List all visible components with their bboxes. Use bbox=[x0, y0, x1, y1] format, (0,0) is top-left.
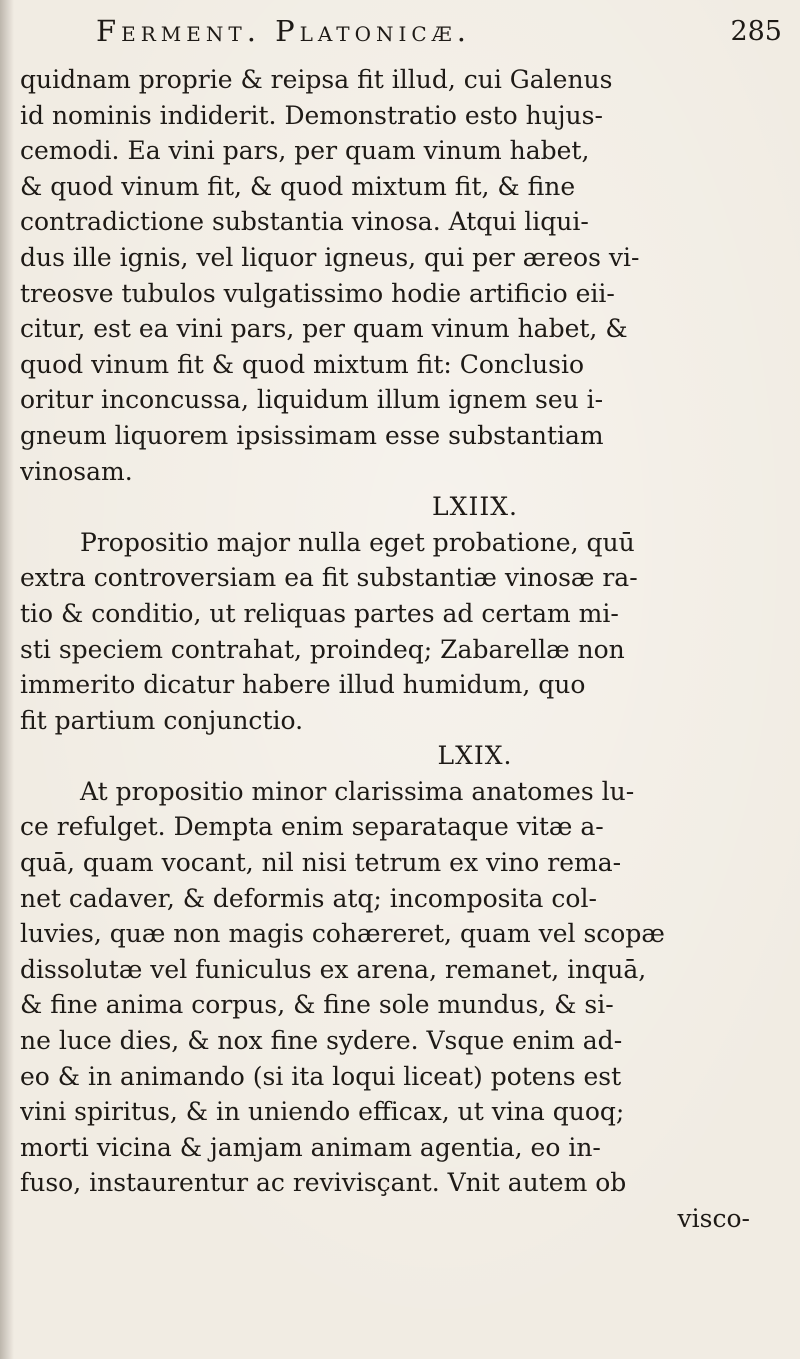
text-line: gneum liquorem ipsissimam esse substantiam bbox=[20, 420, 604, 450]
text-line: tio & conditio, ut reliquas partes ad certam mi- bbox=[20, 598, 619, 628]
body-text bbox=[20, 62, 790, 1237]
text-line: treosve tubulos vulgatissimo hodie artificio eii- bbox=[20, 278, 615, 308]
section-number: LXIX. bbox=[437, 741, 513, 771]
text-line: dissolutæ vel funiculus ex arena, remanet, inquā, bbox=[20, 954, 647, 984]
text-line: fuso, instaurentur ac revivisçant. Vnit autem ob bbox=[20, 1168, 627, 1198]
text-line: cemodi. Ea vini pars, per quam vinum habet, bbox=[20, 136, 590, 166]
text-line: ce refulget. Dempta enim separataque vitæ a- bbox=[20, 812, 604, 842]
page-number: 285 bbox=[730, 16, 782, 47]
text-line: contradictione substantia vinosa. Atqui liqui- bbox=[20, 207, 589, 237]
text-line: net cadaver, & deformis atq; incomposita col- bbox=[20, 883, 597, 913]
text-line: Propositio major nulla eget probatione, quū bbox=[80, 527, 635, 557]
text-line: luvies, quæ non magis cohæreret, quam vel scopæ bbox=[20, 919, 665, 949]
text-line: At propositio minor clarissima anatomes lu- bbox=[80, 776, 635, 806]
text-line: eo & in animando (si ita loqui liceat) potens est bbox=[20, 1061, 622, 1091]
text-line: id nominis indiderit. Demonstratio esto hujus- bbox=[20, 100, 603, 130]
text-line: quidnam proprie & reipsa fit illud, cui Galenus bbox=[20, 65, 613, 94]
text-line: vinosam. bbox=[20, 456, 133, 486]
text-line: quod vinum fit & quod mixtum fit: Conclusio bbox=[20, 349, 585, 379]
text-line: fit partium conjunctio. bbox=[20, 705, 304, 735]
text-line: immerito dicatur habere illud humidum, quo bbox=[20, 670, 586, 700]
running-title: Ferment. Platonicæ. bbox=[96, 14, 471, 48]
section-number: LXIIX. bbox=[432, 492, 518, 522]
running-head bbox=[96, 14, 786, 54]
text-line: quā, quam vocant, nil nisi tetrum ex vino rema- bbox=[20, 848, 622, 878]
catchword: visco- bbox=[677, 1204, 750, 1233]
text-line: & fine anima corpus, & fine sole mundus, & si- bbox=[20, 990, 614, 1020]
text-line: ne luce dies, & nox fine sydere. Vsque enim ad- bbox=[20, 1026, 623, 1056]
gutter-shadow bbox=[0, 0, 14, 1359]
text-line: morti vicina & jamjam animam agentia, eo in- bbox=[20, 1132, 601, 1162]
text-line: vini spiritus, & in uniendo efficax, ut vina quoq; bbox=[20, 1097, 625, 1127]
text-line: dus ille ignis, vel liquor igneus, qui per æreos vi- bbox=[20, 242, 640, 272]
text-line: extra controversiam ea fit substantiæ vinosæ ra- bbox=[20, 563, 638, 593]
text-line: oritur inconcussa, liquidum illum ignem seu i- bbox=[20, 385, 604, 415]
text-line: sti speciem contrahat, proindeq; Zabarellæ non bbox=[20, 634, 625, 664]
text-line: citur, est ea vini pars, per quam vinum habet, & bbox=[20, 314, 628, 344]
text-line: & quod vinum fit, & quod mixtum fit, & fine bbox=[20, 171, 576, 201]
